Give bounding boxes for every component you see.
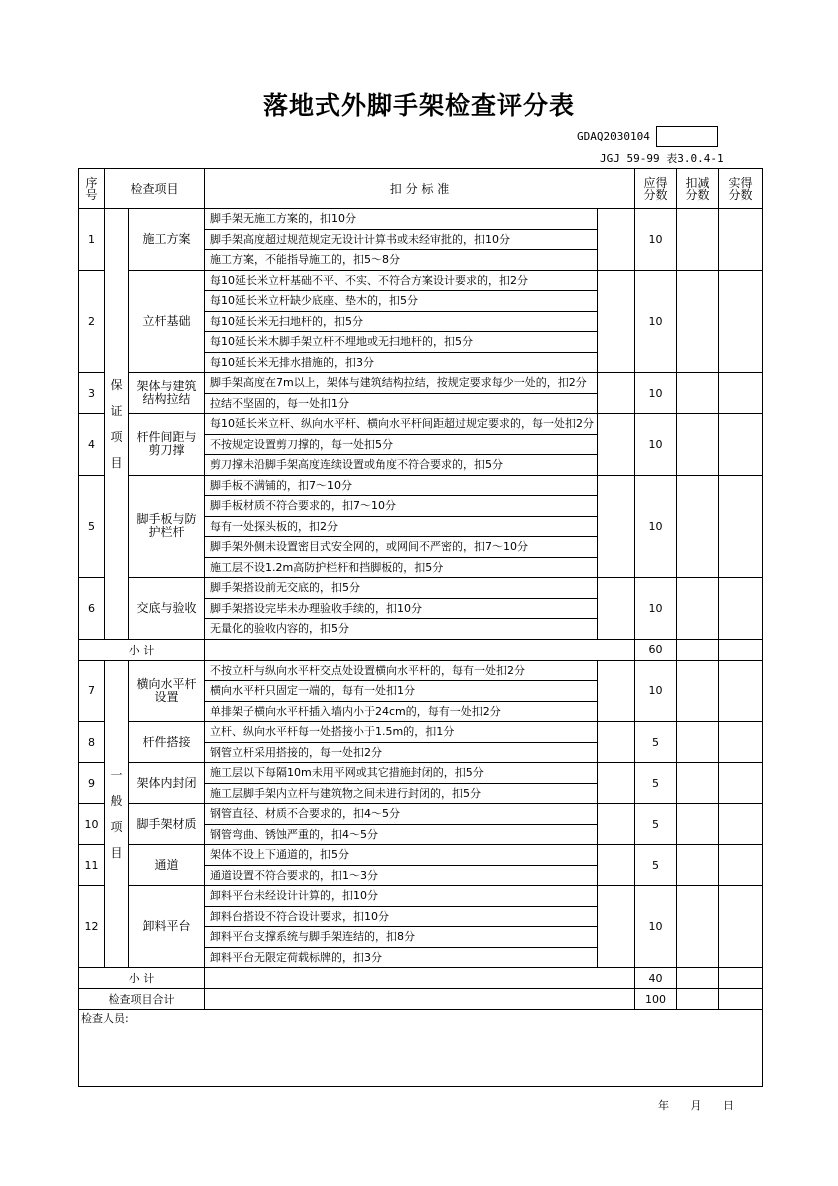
criterion-text: 每10延长米立杆基础不平、不实、不符合方案设计要求的，扣2分 bbox=[205, 270, 598, 291]
table-row bbox=[79, 804, 763, 825]
item-name: 架体与建筑结构拉结 bbox=[129, 373, 205, 414]
due-score: 10 bbox=[635, 578, 677, 640]
criterion-text: 拉结不坚固的，每一处扣1分 bbox=[205, 393, 598, 414]
criterion-text: 剪刀撑未沿脚手架高度连续设置或角度不符合要求的，扣5分 bbox=[205, 455, 598, 476]
item-name: 施工方案 bbox=[129, 209, 205, 271]
criterion-spacer bbox=[598, 722, 635, 763]
criterion-text: 脚手架搭设完毕未办理验收手续的，扣10分 bbox=[205, 598, 598, 619]
due-score: 10 bbox=[635, 373, 677, 414]
header-item: 检查项目 bbox=[105, 169, 205, 209]
subtotal-label-2: 小 计 bbox=[79, 968, 205, 989]
header-seq: 序号 bbox=[79, 169, 105, 209]
deduct-score-input[interactable] bbox=[677, 804, 719, 845]
deduct-score-input[interactable] bbox=[677, 578, 719, 640]
criterion-spacer bbox=[598, 804, 635, 845]
subtotal-actual-input[interactable] bbox=[719, 968, 763, 989]
criterion-text: 卸料台搭设不符合设计要求，扣10分 bbox=[205, 906, 598, 927]
item-no: 4 bbox=[79, 414, 105, 476]
subtotal-blank bbox=[205, 968, 635, 989]
criterion-text: 脚手架无施工方案的，扣10分 bbox=[205, 209, 598, 230]
criterion-text: 单排架子横向水平杆插入墙内小于24cm的，每有一处扣2分 bbox=[205, 701, 598, 722]
criterion-text: 施工层以下每隔10m未用平网或其它措施封闭的，扣5分 bbox=[205, 763, 598, 784]
subtotal-label-1: 小 计 bbox=[79, 639, 205, 660]
item-no: 6 bbox=[79, 578, 105, 640]
subtotal-value-2: 40 bbox=[635, 968, 677, 989]
criterion-text: 不按立杆与纵向水平杆交点处设置横向水平杆的，每有一处扣2分 bbox=[205, 660, 598, 681]
criterion-text: 脚手板不满铺的，扣7～10分 bbox=[205, 475, 598, 496]
item-no: 3 bbox=[79, 373, 105, 414]
item-no: 9 bbox=[79, 763, 105, 804]
table-row bbox=[79, 886, 763, 907]
item-name: 杆件搭接 bbox=[129, 722, 205, 763]
due-score: 10 bbox=[635, 660, 677, 722]
criterion-text: 卸料平台无限定荷载标牌的，扣3分 bbox=[205, 947, 598, 968]
criterion-text: 钢管直径、材质不合要求的，扣4～5分 bbox=[205, 804, 598, 825]
deduct-score-input[interactable] bbox=[677, 475, 719, 578]
subtotal-deduct-input[interactable] bbox=[677, 968, 719, 989]
table-body bbox=[79, 169, 763, 1087]
date-year: 年 bbox=[658, 1099, 669, 1112]
subtotal-actual-input[interactable] bbox=[719, 639, 763, 660]
item-name: 通道 bbox=[129, 845, 205, 886]
table-row bbox=[79, 475, 763, 496]
criterion-spacer bbox=[598, 414, 635, 476]
table-row bbox=[79, 414, 763, 435]
criterion-text: 钢管立杆采用搭接的，每一处扣2分 bbox=[205, 742, 598, 763]
criterion-spacer bbox=[598, 886, 635, 968]
due-score: 10 bbox=[635, 270, 677, 373]
criterion-text: 脚手架高度在7m以上，架体与建筑结构拉结，按规定要求每少一处的，扣2分 bbox=[205, 373, 598, 394]
header-criteria: 扣 分 标 准 bbox=[205, 169, 635, 209]
due-score: 5 bbox=[635, 845, 677, 886]
criterion-text: 架体不设上下通道的，扣5分 bbox=[205, 845, 598, 866]
criterion-text: 卸料平台支撑系统与脚手架连结的，扣8分 bbox=[205, 927, 598, 948]
total-actual-input[interactable] bbox=[719, 989, 763, 1010]
actual-score-input[interactable] bbox=[719, 475, 763, 578]
criterion-spacer bbox=[598, 763, 635, 804]
deduct-score-input[interactable] bbox=[677, 763, 719, 804]
page-title: 落地式外脚手架检查评分表 bbox=[262, 91, 575, 120]
item-name: 交底与验收 bbox=[129, 578, 205, 640]
table-row bbox=[79, 722, 763, 743]
due-score: 10 bbox=[635, 209, 677, 271]
table-row bbox=[79, 373, 763, 394]
inspector-label: 检查人员: bbox=[81, 1012, 129, 1025]
actual-score-input[interactable] bbox=[719, 414, 763, 476]
item-name: 立杆基础 bbox=[129, 270, 205, 373]
criterion-spacer bbox=[598, 845, 635, 886]
actual-score-input[interactable] bbox=[719, 578, 763, 640]
score-table bbox=[78, 168, 763, 1087]
subtotal-value-1: 60 bbox=[635, 639, 677, 660]
due-score: 10 bbox=[635, 475, 677, 578]
criterion-text: 钢管弯曲、锈蚀严重的，扣4～5分 bbox=[205, 824, 598, 845]
criterion-text: 脚手架搭设前无交底的，扣5分 bbox=[205, 578, 598, 599]
subtotal-blank bbox=[205, 639, 635, 660]
deduct-score-input[interactable] bbox=[677, 209, 719, 271]
total-value: 100 bbox=[635, 989, 677, 1010]
item-name: 脚手板与防护栏杆 bbox=[129, 475, 205, 578]
actual-score-input[interactable] bbox=[719, 373, 763, 414]
criterion-text: 施工层不设1.2m高防护栏杆和挡脚板的，扣5分 bbox=[205, 557, 598, 578]
table-row bbox=[79, 270, 763, 291]
total-blank bbox=[205, 989, 635, 1010]
table-row bbox=[79, 660, 763, 681]
actual-score-input[interactable] bbox=[719, 804, 763, 845]
criterion-text: 横向水平杆只固定一端的，每有一处扣1分 bbox=[205, 681, 598, 702]
criterion-text: 立杆、纵向水平杆每一处搭接小于1.5m的，扣1分 bbox=[205, 722, 598, 743]
table-row bbox=[79, 845, 763, 866]
criterion-text: 每有一处探头板的，扣2分 bbox=[205, 516, 598, 537]
criterion-text: 施工层脚手架内立杆与建筑物之间未进行封闭的，扣5分 bbox=[205, 783, 598, 804]
item-no: 2 bbox=[79, 270, 105, 373]
table-row bbox=[79, 578, 763, 599]
header-actual: 实得分数 bbox=[719, 169, 763, 209]
deduct-score-input[interactable] bbox=[677, 845, 719, 886]
due-score: 10 bbox=[635, 886, 677, 968]
item-no: 10 bbox=[79, 804, 105, 845]
deduct-score-input[interactable] bbox=[677, 373, 719, 414]
item-no: 8 bbox=[79, 722, 105, 763]
subtotal-deduct-input[interactable] bbox=[677, 639, 719, 660]
actual-score-input[interactable] bbox=[719, 270, 763, 373]
criterion-spacer bbox=[598, 475, 635, 578]
criterion-text: 脚手架外侧未设置密目式安全网的，或网间不严密的，扣7～10分 bbox=[205, 537, 598, 558]
actual-score-input[interactable] bbox=[719, 209, 763, 271]
date-month: 月 bbox=[690, 1099, 702, 1112]
criterion-text: 每10延长米立杆、纵向水平杆、横向水平杆间距超过规定要求的，每一处扣2分 bbox=[205, 414, 598, 435]
date-line bbox=[658, 1097, 752, 1113]
criterion-spacer bbox=[598, 660, 635, 722]
criterion-spacer bbox=[598, 578, 635, 640]
standard-reference: JGJ 59-99 表3.0.4-1 bbox=[600, 152, 724, 165]
item-name: 横向水平杆设置 bbox=[129, 660, 205, 722]
item-name: 脚手架材质 bbox=[129, 804, 205, 845]
criterion-text: 施工方案，不能指导施工的，扣5～8分 bbox=[205, 250, 598, 271]
item-no: 11 bbox=[79, 845, 105, 886]
criterion-text: 每10延长米无排水措施的，扣3分 bbox=[205, 352, 598, 373]
item-name: 卸料平台 bbox=[129, 886, 205, 968]
header-due: 应得分数 bbox=[635, 169, 677, 209]
criterion-text: 每10延长米立杆缺少底座、垫木的，扣5分 bbox=[205, 291, 598, 312]
deduct-score-input[interactable] bbox=[677, 270, 719, 373]
criterion-text: 卸料平台未经设计计算的，扣10分 bbox=[205, 886, 598, 907]
criterion-text: 无量化的验收内容的，扣5分 bbox=[205, 619, 598, 640]
actual-score-input[interactable] bbox=[719, 660, 763, 722]
criterion-text: 通道设置不符合要求的，扣1～3分 bbox=[205, 865, 598, 886]
item-no: 1 bbox=[79, 209, 105, 271]
item-no: 12 bbox=[79, 886, 105, 968]
item-no: 5 bbox=[79, 475, 105, 578]
criterion-spacer bbox=[598, 373, 635, 414]
due-score: 5 bbox=[635, 763, 677, 804]
item-name: 杆件间距与剪刀撑 bbox=[129, 414, 205, 476]
group-label-guarantee: 保 证 项 目 bbox=[105, 209, 129, 640]
total-deduct-input[interactable] bbox=[677, 989, 719, 1010]
actual-score-input[interactable] bbox=[719, 886, 763, 968]
due-score: 10 bbox=[635, 414, 677, 476]
due-score: 5 bbox=[635, 722, 677, 763]
criterion-text: 不按规定设置剪刀撑的，每一处扣5分 bbox=[205, 434, 598, 455]
form-code-input-box[interactable] bbox=[656, 126, 718, 147]
deduct-score-input[interactable] bbox=[677, 660, 719, 722]
inspector-section bbox=[79, 1010, 763, 1087]
form-code: GDAQ2030104 bbox=[577, 130, 650, 143]
criterion-text: 每10延长米无扫地杆的，扣5分 bbox=[205, 311, 598, 332]
item-no: 7 bbox=[79, 660, 105, 722]
table-row bbox=[79, 209, 763, 230]
deduct-score-input[interactable] bbox=[677, 722, 719, 763]
deduct-score-input[interactable] bbox=[677, 414, 719, 476]
total-label: 检查项目合计 bbox=[79, 989, 205, 1010]
criterion-spacer bbox=[598, 270, 635, 373]
criterion-text: 脚手板材质不符合要求的，扣7～10分 bbox=[205, 496, 598, 517]
actual-score-input[interactable] bbox=[719, 845, 763, 886]
actual-score-input[interactable] bbox=[719, 763, 763, 804]
criterion-text: 脚手架高度超过规范规定无设计计算书或未经审批的，扣10分 bbox=[205, 229, 598, 250]
header-deduct: 扣减分数 bbox=[677, 169, 719, 209]
deduct-score-input[interactable] bbox=[677, 886, 719, 968]
date-day: 日 bbox=[723, 1099, 734, 1112]
due-score: 5 bbox=[635, 804, 677, 845]
group-label-general: 一 般 项 目 bbox=[105, 660, 129, 968]
actual-score-input[interactable] bbox=[719, 722, 763, 763]
criterion-text: 每10延长米木脚手架立杆不埋地或无扫地杆的，扣5分 bbox=[205, 332, 598, 353]
item-name: 架体内封闭 bbox=[129, 763, 205, 804]
criterion-spacer bbox=[598, 209, 635, 271]
table-row bbox=[79, 763, 763, 784]
